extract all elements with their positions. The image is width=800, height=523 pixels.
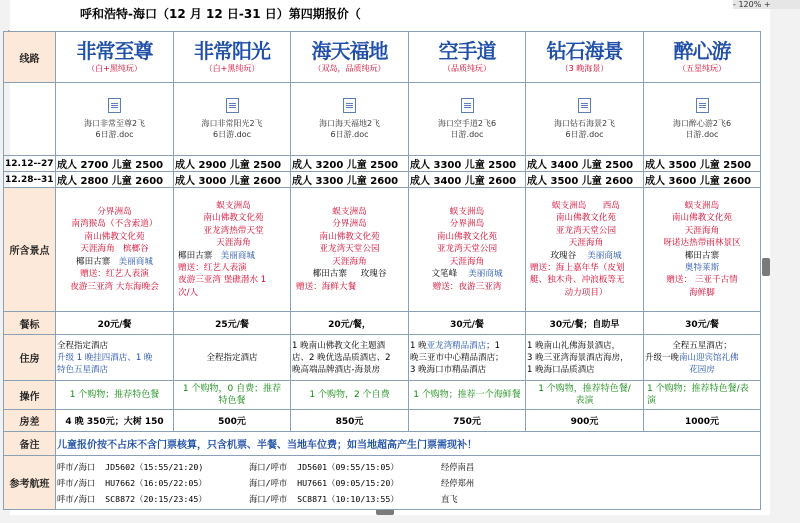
route-header-3	[291, 32, 409, 83]
spot: 呀诺达热带雨林景区	[663, 238, 741, 249]
hotel-line: 1 晚	[410, 340, 427, 351]
route-name: 非常至尊	[76, 39, 153, 63]
price-cell: 成人 3300 儿童 2500	[409, 156, 526, 172]
document-icon	[343, 98, 356, 113]
route-name: 钻石海景	[546, 39, 623, 63]
spot: 蜈支洲岛	[552, 200, 587, 211]
file-name-ext: 6日游.doc	[330, 130, 369, 139]
flight-note: 经停南昌	[441, 461, 475, 472]
spot: 分界洲岛	[97, 207, 132, 218]
spots-cell-3	[291, 188, 409, 312]
file-name: 海口海天福地2飞	[318, 119, 381, 128]
scroll-right-handle[interactable]	[762, 258, 770, 276]
page-title: 呼和浩特-海口（12 月 12 日-31 日）第四期报价（	[80, 7, 361, 21]
hotel-line: 升级 1 晚挂四酒店、1 晚	[57, 352, 153, 363]
file-name-ext: 日游.doc	[685, 130, 719, 139]
spots-cell-1	[56, 188, 174, 312]
spot: 赠送：红艺人表演	[80, 269, 149, 280]
spot: 美丽商城	[118, 256, 153, 267]
spot: 亚龙湾天堂公园	[555, 225, 617, 236]
route-header-6	[644, 32, 761, 83]
spot: 天涯海角	[568, 238, 604, 249]
spot: 赠送： 三亚千古情	[666, 275, 738, 286]
document-icon	[696, 98, 709, 113]
hotel-line: 全程指定酒店	[206, 352, 258, 363]
meal-cell: 30元/餐	[409, 312, 526, 335]
spots-cell-5	[526, 188, 644, 312]
route-subtitle: （白+黑纯玩）	[87, 64, 142, 73]
flight-outbound: 呼市/海口 SC8872（20:15/23:45）	[57, 493, 207, 504]
spot: 天涯海角	[80, 244, 115, 255]
remarks-row	[4, 432, 761, 456]
attachment-1[interactable]	[56, 83, 174, 156]
hotel-line: 花园房	[689, 364, 715, 375]
price-cell: 成人 2700 儿童 2500	[56, 156, 174, 172]
spot: 南山佛教文化苑	[203, 213, 264, 224]
route-subtitle: （品质纯玩）	[443, 64, 491, 73]
spot: 南山佛教文化苑	[319, 231, 380, 242]
spots-row	[4, 188, 761, 312]
route-name: 空手道	[438, 39, 496, 63]
hotel-line: 1 晚南山佛教文化主题酒	[292, 340, 386, 351]
spots-cell-6	[644, 188, 761, 312]
operation-line: 1 个购物，0 自费；推荐	[182, 384, 282, 394]
file-name: 海口非常阳光2飞	[201, 119, 263, 128]
spot: 分界洲岛	[332, 219, 367, 230]
operation-line: 1 个购物，推荐特色餐/	[538, 384, 631, 394]
spot: 奥特莱斯	[684, 262, 720, 273]
spot: 海鲜脚	[689, 287, 715, 298]
hotel-line: 亚龙湾精品酒店	[426, 340, 487, 351]
spot: 天涯海角	[449, 256, 485, 267]
price-row-2	[4, 172, 761, 188]
meal-label: 餐标	[4, 312, 56, 335]
remarks-label: 备注	[4, 432, 56, 456]
hotel-line: 1 晚南山礼佛海景酒店，	[527, 340, 621, 351]
flight-row	[56, 459, 760, 475]
flight-return: 海口/呼市 JD5601（09:55/15:05）	[249, 461, 399, 472]
spot: 亚龙湾热带天堂	[203, 225, 264, 236]
room-gap-cell: 4 晚 350元；大树 150	[56, 410, 174, 432]
route-header-4	[409, 32, 526, 83]
meal-cell: 30元/餐；自助早	[526, 312, 644, 335]
flights-label: 参考航班	[4, 456, 56, 510]
route-header-5	[526, 32, 644, 83]
route-subtitle: （五星纯玩）	[678, 64, 726, 73]
spot: 夜游三亚湾 堡礁潜水 1	[178, 275, 267, 286]
spot: 南山佛教文化苑	[671, 213, 733, 224]
hotel-cell-5	[526, 335, 644, 381]
spot: 美丽商城	[587, 250, 622, 261]
spot: 次/人	[178, 287, 199, 298]
room-gap-label: 房差	[4, 410, 56, 432]
room-gap-cell: 750元	[409, 410, 526, 432]
hotel-line: 特色五星酒店	[57, 364, 109, 375]
spot: 蜈支洲岛	[332, 207, 367, 218]
spot: 南山佛教文化苑	[436, 231, 498, 242]
hotel-line: 晚三亚市中心精品酒店；	[410, 352, 504, 363]
right-margin	[770, 0, 800, 515]
price-cell: 成人 3200 儿童 2500	[291, 156, 409, 172]
spots-cell-4	[409, 188, 526, 312]
operation-cell	[174, 381, 291, 410]
operation-line: 演	[647, 396, 657, 406]
spot: 蜈支洲岛	[449, 207, 485, 218]
zoom-control[interactable]	[733, 0, 800, 9]
file-name-ext: 6日游.doc	[212, 130, 251, 139]
hotel-line: 南山迎宾馆礼佛	[679, 352, 739, 363]
hotel-line: 1 晚海口品质酒店	[527, 364, 595, 375]
spot: 亚龙湾天堂公园	[436, 244, 498, 255]
room-gap-row	[4, 410, 761, 432]
attachment-6[interactable]	[644, 83, 761, 156]
price-cell: 成人 3300 儿童 2600	[291, 172, 409, 188]
price-cell: 成人 3500 儿童 2500	[644, 156, 761, 172]
route-name: 醉心游	[673, 39, 731, 63]
spot: 天涯海角	[216, 238, 251, 249]
attachment-3[interactable]	[291, 83, 409, 156]
operation-row	[4, 381, 761, 410]
price-cell: 成人 3500 儿童 2600	[526, 172, 644, 188]
attachment-row	[4, 83, 761, 156]
price-cell: 成人 3600 儿童 2600	[644, 172, 761, 188]
meal-cell: 20元/餐，	[291, 312, 409, 335]
flight-note: 经停郑州	[441, 477, 475, 488]
hotel-line: 全程指定酒店	[57, 340, 109, 351]
file-name: 海口钻石海景2飞	[553, 119, 616, 128]
zoom-value: 120%	[738, 0, 762, 9]
spot: 槟榔谷	[122, 244, 149, 255]
hotel-line: 店、2 晚优选品质酒店、2	[292, 352, 391, 363]
file-name: 海口空手道2飞6	[437, 119, 497, 128]
spot: 夜游三亚湾 大东海晚会	[70, 281, 159, 292]
spot: 赠送：红艺人表演	[178, 262, 247, 273]
attachment-2[interactable]	[174, 83, 291, 156]
room-gap-cell: 1000元	[644, 410, 761, 432]
spots-cell-2	[174, 188, 291, 312]
spot: 赠送：夜游三亚湾	[432, 281, 502, 292]
operation-cell: 1 个购物，2 个自费	[291, 381, 409, 410]
price-cell: 成人 3000 儿童 2600	[174, 172, 291, 188]
route-subtitle: （3 晚海景）	[560, 64, 609, 73]
hotel-cell-3	[291, 335, 409, 381]
document-icon	[461, 98, 474, 113]
spot: 美丽商城	[220, 250, 255, 261]
spot: 动力项目）	[564, 287, 608, 298]
price-row-1	[4, 156, 761, 172]
price-cell: 成人 2800 儿童 2600	[56, 172, 174, 188]
spot: 玫瑰谷	[360, 269, 387, 280]
price-table	[3, 31, 761, 510]
document-icon	[578, 98, 591, 113]
spot: 艇、独木舟、冲浪板等无	[530, 275, 625, 286]
flight-return: 海口/呼市 SC8871（10:10/13:55）	[249, 493, 399, 504]
meal-cell: 30元/餐	[644, 312, 761, 335]
price-cell: 成人 2900 儿童 2500	[174, 156, 291, 172]
operation-cell: 1 个购物；推荐特色餐	[56, 381, 174, 410]
flight-row	[56, 475, 760, 491]
spot: 南山佛教文化苑	[555, 213, 617, 224]
spot: 南山佛教文化苑	[84, 231, 145, 242]
spot: 分界洲岛	[449, 219, 485, 230]
flight-note: 直飞	[441, 493, 458, 504]
spot: 亚龙湾天堂公园	[319, 244, 380, 255]
zoom-out-button[interactable]: -	[733, 0, 736, 9]
operation-cell	[526, 381, 644, 410]
route-subtitle: （白+黑纯玩）	[204, 64, 260, 73]
spot: 椰田古寨	[684, 250, 720, 261]
empty-cell	[4, 83, 56, 156]
route-label: 线路	[4, 32, 56, 83]
operation-line: 1 个购物；推荐特色餐/表	[647, 384, 749, 394]
document-icon	[108, 98, 121, 113]
route-name: 非常阳光	[194, 39, 270, 63]
hotel-line: 3 晚三亚湾海景酒店海房，	[527, 352, 629, 363]
operation-cell: 1 个购物；推荐一个海鲜餐	[409, 381, 526, 410]
hotel-cell-1	[56, 335, 174, 381]
hotel-cell-4	[409, 335, 526, 381]
route-header-2	[174, 32, 291, 83]
spot: 美丽商城	[468, 269, 503, 280]
spot: 椰田古寨	[312, 269, 347, 280]
route-name: 海天福地	[311, 39, 388, 63]
flight-row	[56, 491, 760, 507]
hotel-line: 3 晚海口市精品酒店	[410, 364, 487, 375]
spot: 天涯海角	[332, 256, 367, 267]
remarks-text: 儿童报价按不占床不含门票核算，只含机票、半餐、当地车位费；如当地超高产生门票需现补！	[56, 432, 761, 456]
operation-line: 特色餐	[218, 396, 246, 406]
hotel-line: 全程五星酒店；	[672, 340, 732, 351]
spot: 赠送：海鲜大餐	[296, 281, 357, 292]
hotel-label: 住房	[4, 335, 56, 381]
room-gap-cell: 900元	[526, 410, 644, 432]
operation-line: 表演	[575, 396, 594, 406]
route-header-1	[56, 32, 174, 83]
spot: 玫瑰谷	[550, 250, 577, 261]
document-icon	[226, 98, 239, 113]
room-gap-cell: 850元	[291, 410, 409, 432]
meal-cell: 20元/餐	[56, 312, 174, 335]
spot: 椰田古寨	[76, 256, 111, 267]
operation-cell	[644, 381, 761, 410]
flight-outbound: 呼市/海口 HU7662（16:05/22:05）	[57, 477, 207, 488]
hotel-row	[4, 335, 761, 381]
spot: 南湾猴岛（不含索道）	[71, 219, 158, 230]
date-range: 12.12--27	[4, 156, 56, 172]
hotel-cell-2	[174, 335, 291, 381]
route-header-row	[4, 32, 761, 83]
operation-label: 操作	[4, 381, 56, 410]
room-gap-cell: 500元	[174, 410, 291, 432]
meal-cell: 25元/餐	[174, 312, 291, 335]
attachment-5[interactable]	[526, 83, 644, 156]
attachment-4[interactable]	[409, 83, 526, 156]
date-range: 12.28--31	[4, 172, 56, 188]
price-cell: 成人 3400 儿童 2600	[409, 172, 526, 188]
file-name-ext: 6日游.doc	[565, 130, 604, 139]
file-name: 海口非常至尊2飞	[83, 119, 146, 128]
flights-cell	[56, 456, 761, 510]
flights-table	[56, 459, 760, 507]
hotel-line: ；1	[486, 340, 501, 351]
spot: 蜈支洲岛	[684, 200, 720, 211]
spot: 蜈支洲岛	[216, 200, 251, 211]
meal-row	[4, 312, 761, 335]
hotel-line: 晚高端品牌酒店-海景房	[292, 364, 381, 375]
flight-return: 海口/呼市 HU7661（09:05/15:20）	[249, 477, 399, 488]
file-name-ext: 日游.doc	[450, 130, 484, 139]
spot: 赠送：海上嘉年华（皮划	[530, 262, 625, 273]
spot: 西岛	[602, 200, 620, 211]
hotel-cell-6	[644, 335, 761, 381]
price-cell: 成人 3400 儿童 2500	[526, 156, 644, 172]
flights-row	[4, 456, 761, 510]
spot: 天涯海角	[684, 225, 720, 236]
spot: 文笔峰	[431, 269, 458, 280]
file-name-ext: 6日游.doc	[95, 130, 134, 139]
spots-label: 所含景点	[4, 188, 56, 312]
flight-outbound: 呼市/海口 JD5602（15:55/21:20)	[57, 461, 204, 472]
hotel-line: 升级一晚	[645, 352, 680, 363]
spot: 椰田古寨	[178, 250, 213, 261]
zoom-in-button[interactable]: +	[763, 0, 771, 9]
route-subtitle: （双岛，品质纯玩）	[313, 64, 386, 73]
file-name: 海口醉心游2飞6	[672, 119, 732, 128]
